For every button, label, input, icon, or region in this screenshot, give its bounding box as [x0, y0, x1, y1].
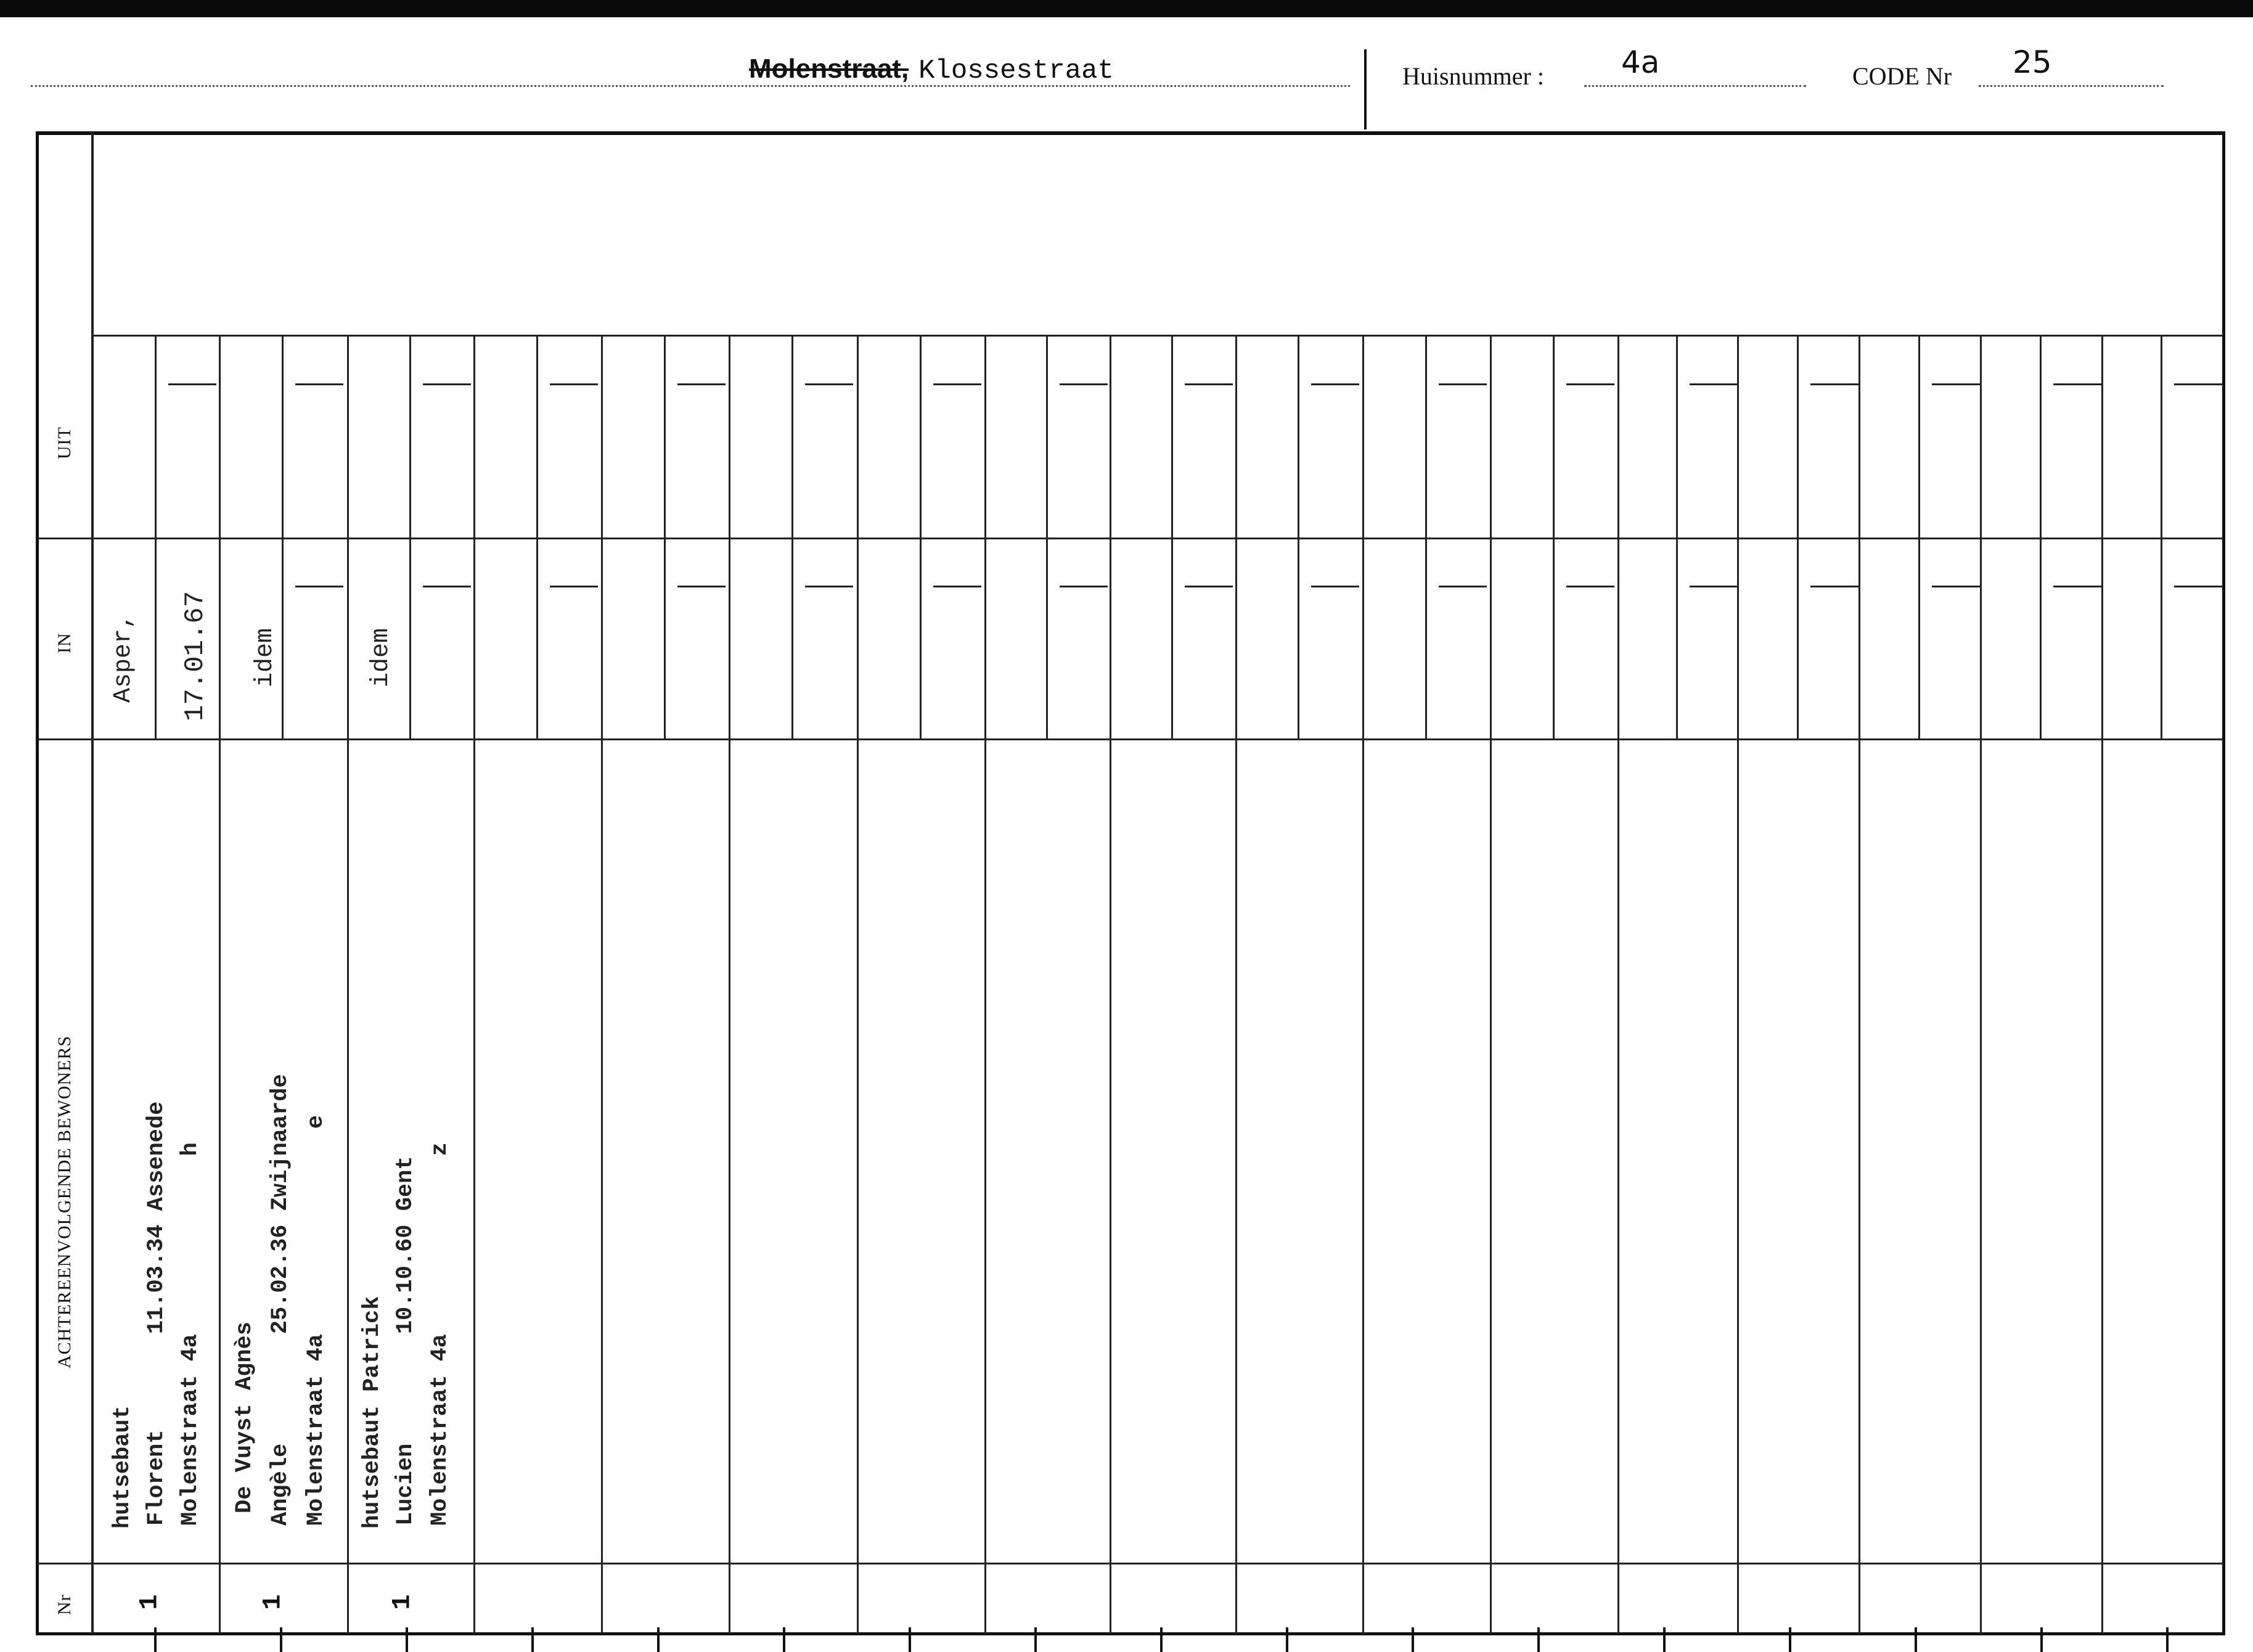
scan-top-border: [0, 0, 2253, 17]
resident-1-line1: hutsebaut: [110, 1405, 136, 1529]
resident-3-line3: Molenstraat 4a z: [427, 1142, 453, 1526]
sub-column-line: [1918, 336, 1920, 738]
sub-column-line: [1676, 336, 1678, 738]
resident-1-line2: Florent 11.03.34 Assenede: [144, 1101, 170, 1526]
uit-dash-mark: [1439, 383, 1487, 385]
nr-column-2: 1: [258, 1594, 288, 1610]
sub-column-line: [1553, 336, 1555, 738]
uit-dash-mark: [168, 383, 216, 385]
nr-column-3: 1: [387, 1594, 417, 1610]
sub-column-line: [536, 336, 538, 738]
street-dotted-line: [31, 62, 1350, 87]
street-struck-name: Molenstraat,: [749, 54, 909, 84]
column-line: [1980, 336, 1982, 1634]
in-dash-mark: [1060, 586, 1108, 587]
uit-dash-mark: [295, 383, 343, 385]
uit-dash-mark: [677, 383, 726, 385]
resident-1-line3: Molenstraat 4a h: [178, 1142, 203, 1526]
in-dash-mark: [2174, 586, 2222, 587]
resident-2-line3: Molenstraat 4a e: [303, 1114, 329, 1526]
in-column-1-line1: Asper,: [110, 613, 137, 703]
uit-label: UIT: [54, 427, 75, 459]
column-line: [1110, 336, 1111, 1634]
house-number-value: 4a: [1621, 44, 1660, 80]
bottom-tick-mark: [280, 1627, 282, 1652]
column-line: [984, 336, 986, 1634]
resident-3-line2: Lucien 10.10.60 Gent: [393, 1156, 419, 1526]
code-dotted-line: [1979, 62, 2164, 87]
in-dash-mark: [1932, 586, 1980, 587]
in-dash-mark: [2053, 586, 2101, 587]
uit-dash-mark: [1060, 383, 1108, 385]
uit-dash-mark: [1566, 383, 1614, 385]
sub-column-line: [1171, 336, 1173, 738]
in-dash-mark: [295, 586, 343, 587]
uit-dash-mark: [933, 383, 981, 385]
bottom-tick-mark: [1663, 1627, 1666, 1652]
bottom-tick-mark: [406, 1627, 408, 1652]
bottom-tick-mark: [1034, 1627, 1037, 1652]
sub-column-line: [155, 336, 157, 738]
column-line: [1235, 336, 1237, 1634]
code-label: CODE Nr: [1852, 62, 1952, 90]
uit-dash-mark: [1185, 383, 1233, 385]
bottom-tick-mark: [2166, 1627, 2169, 1652]
uit-dash-mark: [2174, 383, 2222, 385]
uit-dash-mark: [423, 383, 471, 385]
bottom-tick-mark: [1412, 1627, 1414, 1652]
column-line: [1858, 336, 1860, 1634]
column-line: [2101, 336, 2103, 1634]
uit-dash-mark: [550, 383, 598, 385]
column-line: [729, 336, 730, 1634]
column-line: [347, 336, 349, 1634]
house-number-dotted-line: [1584, 62, 1806, 87]
sub-column-line: [1797, 336, 1799, 738]
bottom-tick-mark: [1537, 1627, 1540, 1652]
header-divider: [1364, 49, 1367, 129]
in-column-1-line2: 17.01.67: [180, 591, 211, 721]
street-field: [749, 49, 1114, 86]
divider-in-residents: [37, 738, 2222, 740]
in-dash-mark: [1311, 586, 1359, 587]
column-line: [1617, 336, 1619, 1634]
resident-3-line1: hutsebaut Patrick: [359, 1296, 385, 1529]
bottom-tick-mark: [909, 1627, 911, 1652]
column-line: [601, 336, 603, 1634]
bottom-tick-mark: [531, 1627, 534, 1652]
uit-dash-mark: [805, 383, 853, 385]
divider-residents-nr: [37, 1563, 2222, 1564]
in-dash-mark: [1810, 586, 1858, 587]
uit-dash-mark: [1690, 383, 1738, 385]
column-line: [219, 336, 221, 1634]
sub-column-line: [1046, 336, 1048, 738]
column-line: [1362, 336, 1364, 1634]
bottom-tick-mark: [2040, 1627, 2043, 1652]
bottom-tick-mark: [657, 1627, 660, 1652]
nr-column-1: 1: [134, 1594, 165, 1610]
bottom-tick-mark: [1160, 1627, 1163, 1652]
divider-uit-in: [37, 538, 2222, 539]
in-dash-mark: [550, 586, 598, 587]
in-dash-mark: [805, 586, 853, 587]
bottom-tick-mark: [154, 1627, 157, 1652]
resident-2-line1: De Vuyst Agnès: [232, 1322, 258, 1513]
in-dash-mark: [423, 586, 471, 587]
uit-dash-mark: [1810, 383, 1858, 385]
column-line: [1737, 336, 1739, 1634]
column-line: [857, 336, 859, 1634]
in-dash-mark: [1690, 586, 1738, 587]
in-dash-mark: [933, 586, 981, 587]
bottom-tick-mark: [1286, 1627, 1288, 1652]
sub-column-line: [409, 336, 411, 738]
uit-dash-mark: [1311, 383, 1359, 385]
sub-column-line: [664, 336, 666, 738]
in-dash-mark: [1566, 586, 1614, 587]
street-current-name: Klossestraat: [918, 55, 1114, 86]
uit-dash-mark: [2053, 383, 2101, 385]
label-column-divider: [91, 133, 94, 1634]
bottom-tick-mark: [1915, 1627, 1917, 1652]
bottom-tick-mark: [1789, 1627, 1791, 1652]
bottom-tick-mark: [783, 1627, 785, 1652]
sub-column-line: [920, 336, 922, 738]
uit-dash-mark: [1932, 383, 1980, 385]
sub-column-line: [1298, 336, 1299, 738]
sub-column-line: [2040, 336, 2042, 738]
in-dash-mark: [677, 586, 726, 587]
divider-top-uit: [92, 335, 2222, 337]
in-label: IN: [54, 632, 75, 653]
in-dash-mark: [1439, 586, 1487, 587]
sub-column-line: [282, 336, 284, 738]
column-line: [1490, 336, 1492, 1634]
residents-label: ACHTEREENVOLGENDE BEWONERS: [54, 1035, 75, 1368]
in-column-2-line1: idem: [251, 628, 279, 687]
sub-column-line: [1425, 336, 1427, 738]
column-line: [473, 336, 475, 1634]
sub-column-line: [791, 336, 793, 738]
in-dash-mark: [1185, 586, 1233, 587]
resident-2-line2: Angèle 25.02.36 Zwijnaarde: [268, 1074, 293, 1526]
house-number-label: Huisnummer :: [1402, 62, 1544, 90]
code-value: 25: [2013, 44, 2052, 80]
sub-column-line: [2161, 336, 2162, 738]
in-column-3-line1: idem: [367, 628, 395, 687]
nr-label: Nr: [54, 1594, 75, 1615]
